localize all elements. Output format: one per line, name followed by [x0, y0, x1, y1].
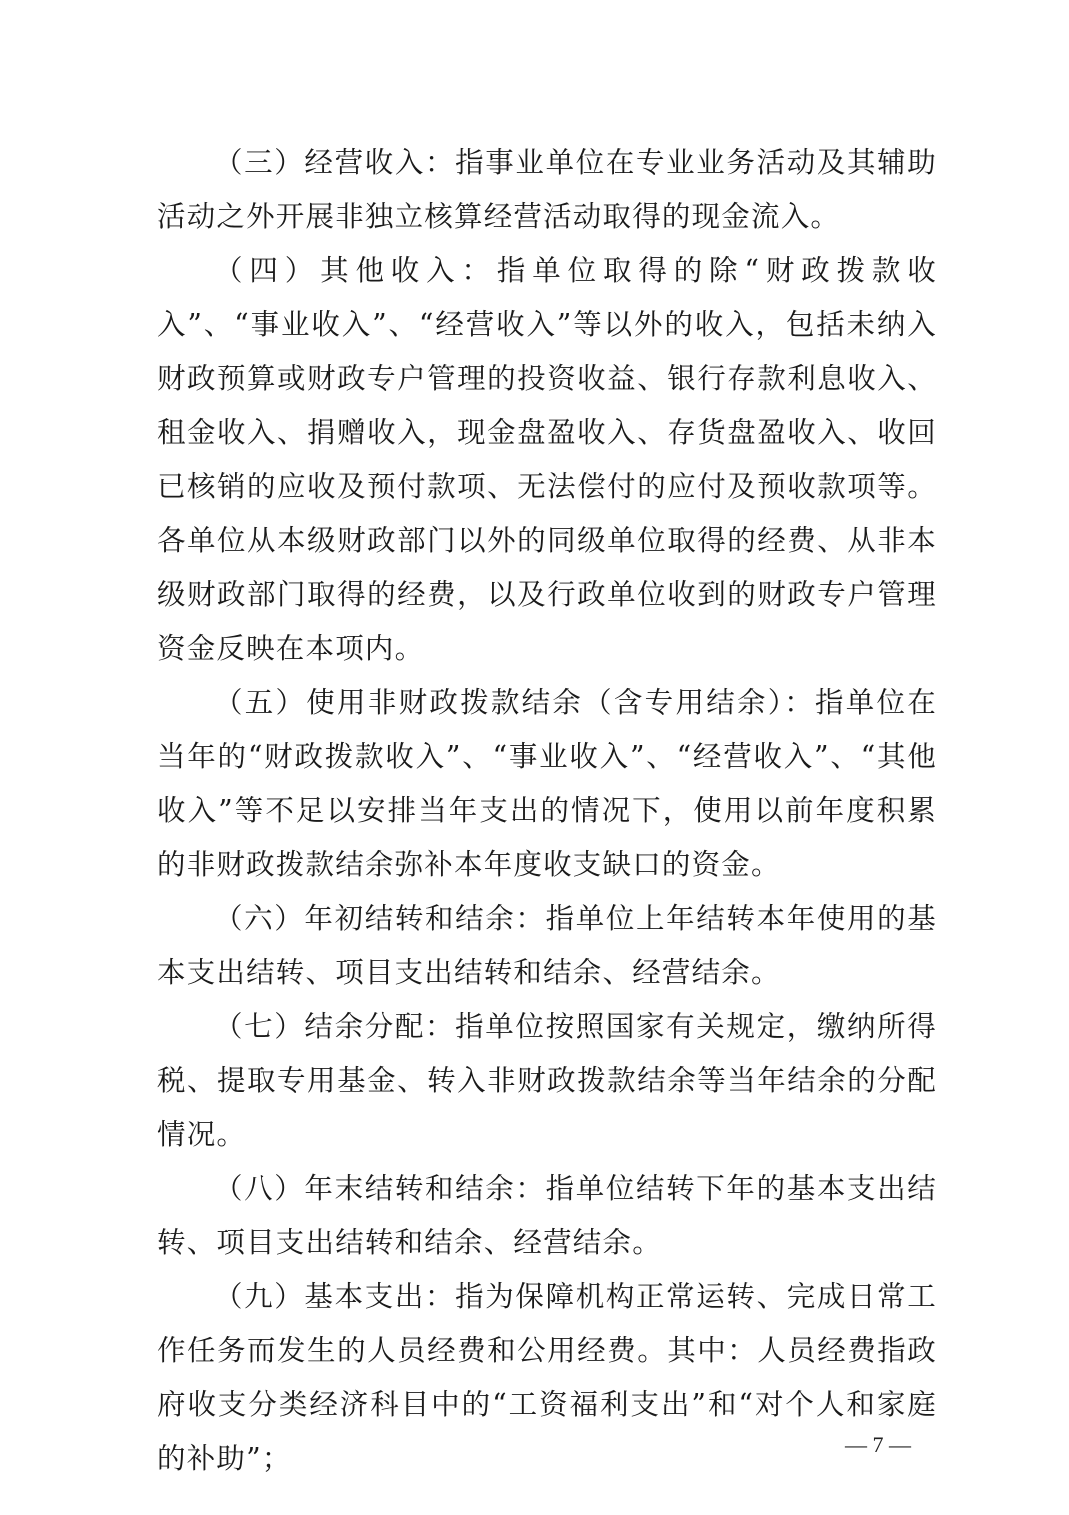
page-number: — 7 —	[845, 1432, 911, 1457]
paragraph-surplus-distribution: （七）结余分配：指单位按照国家有关规定，缴纳所得税、提取专用基金、转入非财政拨款结余等当年结余的分配情况。	[157, 1010, 937, 1151]
paragraph-non-fiscal-balance: （五）使用非财政拨款结余（含专用结余）：指单位在当年的“财政拨款收入”、“事业收入”、“经营收入”、“其他收入”等不足以安排当年支出的情况下，使用以前年度积累的非财政拨款结余弥补本年度收支缺口的资金。	[157, 686, 937, 881]
paragraph-opening-carryover: （六）年初结转和结余：指单位上年结转本年使用的基本支出结转、项目支出结转和结余、经营结余。	[157, 902, 937, 989]
paragraph-operating-income: （三）经营收入：指事业单位在专业业务活动及其辅助活动之外开展非独立核算经营活动取得的现金流入。	[157, 146, 937, 233]
paragraph-closing-carryover: （八）年末结转和结余：指单位结转下年的基本支出结转、项目支出结转和结余、经营结余。	[157, 1172, 937, 1259]
paragraph-basic-expenditure: （九）基本支出：指为保障机构正常运转、完成日常工作任务而发生的人员经费和公用经费。其中：人员经费指政府收支分类经济科目中的“工资福利支出”和“对个人和家庭的补助”；	[157, 1280, 937, 1475]
document-body	[157, 136, 937, 1486]
paragraph-other-income: （四）其他收入：指单位取得的除“财政拨款收入”、“事业收入”、“经营收入”等以外的收入，包括未纳入财政预算或财政专户管理的投资收益、银行存款利息收入、租金收入、捐赠收入，现金盘盈收入、存货盘盈收入、收回已核销的应收及预付款项、无法偿付的应付及预收款项等。各单位从本级财政部门以外的同级单位取得的经费、从非本级财政部门取得的经费，以及行政单位收到的财政专户管理资金反映在本项内。	[157, 254, 937, 665]
